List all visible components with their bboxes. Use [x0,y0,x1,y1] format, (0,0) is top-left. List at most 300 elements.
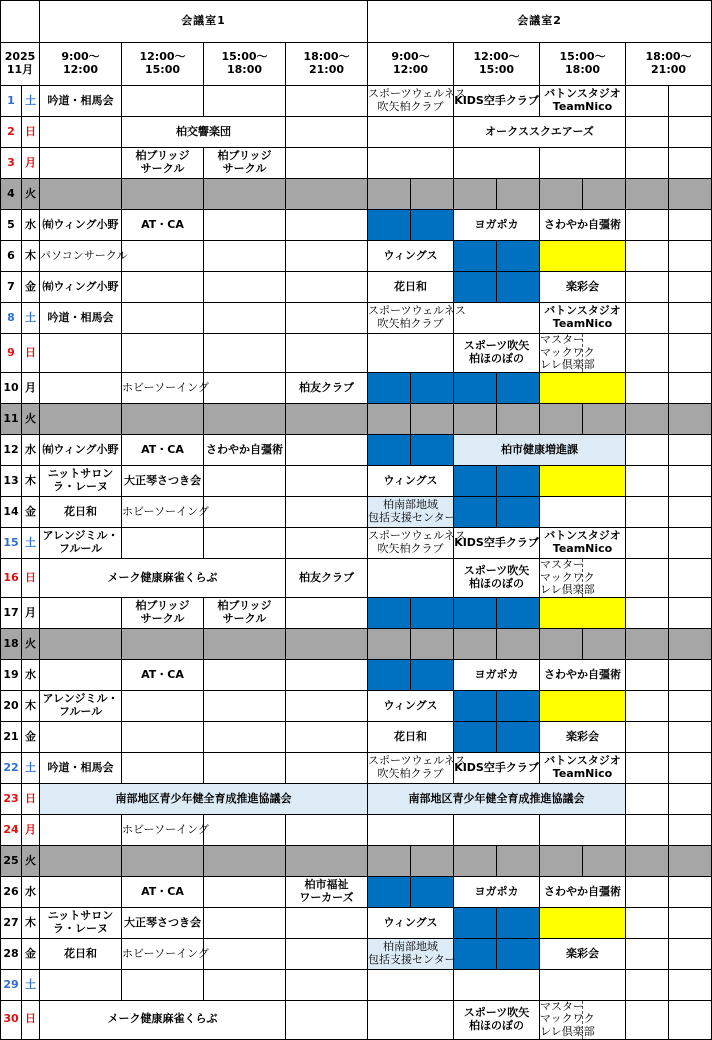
booking: さわやか自彊術 [540,876,626,907]
blue-block [411,210,454,241]
empty-slot [286,303,368,334]
empty-slot [626,241,669,272]
booking: スポーツ吹矢 柏ほのぼの [454,558,540,597]
blue-block [368,597,411,628]
empty-slot [669,597,712,628]
empty-slot [40,148,122,179]
day-row [1,272,712,303]
booking: マスター マックワク レレ倶楽部 [540,999,595,1039]
yellow-block [540,690,626,721]
day-number: 13 [1,465,22,496]
blue-block [368,210,411,241]
day-row [1,938,712,969]
empty-slot [204,86,286,117]
yellow-block [540,597,626,628]
empty-slot [626,783,669,814]
empty-slot [286,1000,368,1039]
time-slot-9: 9:00～ 12:00 [368,43,454,86]
booking: 花日和 [368,272,454,303]
empty-slot [368,969,454,1000]
booking: アレンジミル・ フルール [40,527,122,558]
booking: ㈲ウィング小野 [40,434,122,465]
closed-slot [122,628,204,659]
day-of-week: 土 [22,752,40,783]
empty-slot [540,969,626,1000]
empty-slot [669,783,712,814]
booking: 楽彩会 [540,721,626,752]
day-of-week: 月 [22,148,40,179]
day-row-closed [1,179,712,210]
day-of-week: 土 [22,969,40,1000]
empty-slot [40,334,122,373]
closed-slot [669,403,712,434]
closed-slot [583,845,626,876]
closed-slot [497,628,540,659]
day-number: 18 [1,628,22,659]
empty-slot [286,148,368,179]
empty-slot [669,434,712,465]
closed-slot [540,403,583,434]
empty-slot [626,1000,669,1039]
booking: ウィングス [368,907,454,938]
booking: ニットサロン ラ・レーヌ [40,465,122,496]
blue-block [454,597,497,628]
day-number: 20 [1,690,22,721]
empty-slot [286,659,368,690]
blue-block [411,876,454,907]
empty-slot [286,938,368,969]
blue-block [497,690,540,721]
empty-slot [669,814,712,845]
empty-slot [286,241,368,272]
empty-slot [204,241,286,272]
empty-slot [204,938,286,969]
day-row [1,434,712,465]
booking: KIDS空手クラブ [454,527,540,558]
day-number: 4 [1,179,22,210]
day-number: 26 [1,876,22,907]
empty-slot [204,814,286,845]
empty-slot [286,690,368,721]
day-of-week: 水 [22,659,40,690]
closed-slot [626,403,669,434]
day-number: 15 [1,527,22,558]
booking: KIDS空手クラブ [454,86,540,117]
closed-slot [40,628,122,659]
day-row [1,334,712,373]
empty-slot [286,814,368,845]
booking: AT・CA [122,876,204,907]
day-row [1,876,712,907]
day-row [1,241,712,272]
closed-slot [669,845,712,876]
empty-slot [669,876,712,907]
empty-slot [669,752,712,783]
closed-slot [204,628,286,659]
blue-block [454,496,497,527]
day-of-week: 日 [22,334,40,373]
booking: ヨガポカ [454,876,540,907]
closed-slot [286,845,368,876]
day-number: 2 [1,117,22,148]
booking: マスター マックワク レレ倶楽部 [540,557,595,597]
day-of-week: 土 [22,303,40,334]
closed-slot [454,628,497,659]
time-slot-12: 12:00～ 15:00 [454,43,540,86]
booking: スポーツ吹矢 柏ほのぼの [454,1000,540,1039]
booking: さわやか自彊術 [204,434,286,465]
corner-cell [1,1,40,43]
booking: スポーツ吹矢 柏ほのぼの [454,334,540,373]
empty-slot [204,272,286,303]
booking: ヨガポカ [454,659,540,690]
empty-slot [40,969,122,1000]
booking: AT・CA [122,210,204,241]
empty-slot [40,597,122,628]
day-of-week: 木 [22,690,40,721]
blue-block [454,465,497,496]
empty-slot [626,210,669,241]
closed-slot [454,179,497,210]
empty-slot [669,527,712,558]
empty-slot [122,721,204,752]
booking: 南部地区青少年健全育成推進協議会 [40,783,368,814]
closed-slot [540,628,583,659]
blue-block [497,938,540,969]
booking: オークススクエアーズ [454,117,626,148]
booking: ホビーソーイング [122,814,204,845]
empty-slot [669,86,712,117]
day-number: 27 [1,907,22,938]
empty-slot [626,876,669,907]
empty-slot [669,1000,712,1039]
blue-block [497,241,540,272]
day-of-week: 日 [22,558,40,597]
empty-slot [626,969,669,1000]
closed-slot [626,845,669,876]
empty-slot [669,303,712,334]
empty-slot [204,690,286,721]
empty-slot [626,907,669,938]
booking: KIDS空手クラブ [454,752,540,783]
empty-slot [626,527,669,558]
day-of-week: 金 [22,272,40,303]
closed-slot [583,628,626,659]
booking: 柏市健康増進課 [454,434,626,465]
month-label: 11月 [6,63,34,76]
empty-slot [669,241,712,272]
closed-slot [368,845,411,876]
blue-block [454,938,497,969]
empty-slot [626,938,669,969]
closed-slot [286,403,368,434]
blue-block [497,721,540,752]
day-number: 7 [1,272,22,303]
empty-slot [540,814,626,845]
day-of-week: 火 [22,179,40,210]
empty-slot [669,496,712,527]
blue-block [411,372,454,403]
closed-slot [368,179,411,210]
day-of-week: 月 [22,814,40,845]
day-row-closed [1,403,712,434]
day-row [1,907,712,938]
empty-slot [669,272,712,303]
day-number: 22 [1,752,22,783]
empty-slot [286,86,368,117]
empty-slot [669,690,712,721]
empty-slot [204,907,286,938]
empty-slot [368,1000,454,1039]
day-row [1,659,712,690]
blue-block [368,876,411,907]
yellow-block [540,372,626,403]
blue-block [454,907,497,938]
day-number: 1 [1,86,22,117]
booking: メーク健康麻雀くらぶ [40,558,286,597]
time-slot-18: 18:00～ 21:00 [626,43,712,86]
empty-slot [669,372,712,403]
closed-slot [497,403,540,434]
day-row [1,210,712,241]
empty-slot [286,597,368,628]
booking: ホビーソーイング [122,938,204,969]
booking: ホビーソーイング [122,496,204,527]
time-slot-15: 15:00～ 18:00 [204,43,286,86]
booking: マスター マックワク レレ倶楽部 [540,333,595,372]
empty-slot [669,117,712,148]
booking: 花日和 [40,938,122,969]
booking: ウィングス [368,241,454,272]
day-of-week: 土 [22,86,40,117]
day-row [1,465,712,496]
day-row [1,597,712,628]
closed-slot [40,845,122,876]
closed-slot [286,179,368,210]
blue-block [368,372,411,403]
closed-slot [454,403,497,434]
closed-slot [626,628,669,659]
booking: 大正琴さつき会 [122,465,204,496]
empty-slot [122,241,204,272]
day-row [1,814,712,845]
closed-slot [669,628,712,659]
empty-slot [368,814,454,845]
yellow-block [540,465,626,496]
closed-slot [40,403,122,434]
booking: さわやか自彊術 [540,210,626,241]
day-of-week: 火 [22,628,40,659]
empty-slot [626,690,669,721]
empty-slot [286,969,368,1000]
empty-slot [669,659,712,690]
empty-slot [286,527,368,558]
booking: 楽彩会 [540,272,626,303]
empty-slot [626,148,669,179]
booking: バトンスタジオ TeamNico [540,527,626,558]
booking: ㈲ウィング小野 [40,210,122,241]
empty-slot [40,659,122,690]
time-slot-9: 9:00～ 12:00 [40,43,122,86]
closed-slot [411,845,454,876]
empty-slot [626,86,669,117]
day-row [1,969,712,1000]
day-of-week: 金 [22,938,40,969]
day-row-closed [1,845,712,876]
booking: メーク健康麻雀くらぶ [40,1000,286,1039]
day-of-week: 月 [22,372,40,403]
day-row [1,303,712,334]
empty-slot [204,752,286,783]
blue-block [411,597,454,628]
empty-slot [204,303,286,334]
empty-slot [626,558,669,597]
booking: 柏交響楽団 [122,117,286,148]
empty-slot [626,272,669,303]
booking: バトンスタジオ TeamNico [540,303,626,334]
day-number: 21 [1,721,22,752]
booking: 花日和 [40,496,122,527]
day-row [1,148,712,179]
blue-block [497,465,540,496]
closed-slot [411,179,454,210]
booking: アレンジミル・ フルール [40,690,122,721]
day-row [1,752,712,783]
empty-slot [669,148,712,179]
booking: スポーツウェルネス 吹矢柏クラブ [368,86,454,117]
booking: ホビーソーイング [122,372,204,403]
day-of-week: 水 [22,876,40,907]
day-number: 8 [1,303,22,334]
booking: 花日和 [368,721,454,752]
day-row [1,117,712,148]
booking: 柏友クラブ [286,558,368,597]
empty-slot [286,752,368,783]
empty-slot [122,690,204,721]
closed-slot [454,845,497,876]
booking: 吟道・相馬会 [40,86,122,117]
day-of-week: 木 [22,907,40,938]
closed-slot [368,628,411,659]
day-row [1,721,712,752]
booking: 柏ブリッジ サークル [122,148,204,179]
closed-slot [122,403,204,434]
empty-slot [204,334,286,373]
day-row [1,783,712,814]
empty-slot [368,558,454,597]
empty-slot [626,597,669,628]
closed-slot [204,179,286,210]
booking: ニットサロン ラ・レーヌ [40,907,122,938]
day-of-week: 金 [22,496,40,527]
day-number: 14 [1,496,22,527]
blue-block [368,659,411,690]
day-row [1,527,712,558]
day-number: 6 [1,241,22,272]
empty-slot [626,303,669,334]
empty-slot [368,334,454,373]
empty-slot [454,814,540,845]
day-number: 9 [1,334,22,373]
booking: 柏南部地域 包括支援センター [368,496,454,527]
booking: さわやか自彊術 [540,659,626,690]
empty-slot [122,334,204,373]
day-number: 28 [1,938,22,969]
day-number: 17 [1,597,22,628]
empty-slot [626,334,669,373]
empty-slot [204,969,286,1000]
empty-slot [669,969,712,1000]
blue-block [454,721,497,752]
day-number: 19 [1,659,22,690]
empty-slot [626,434,669,465]
time-slot-12: 12:00～ 15:00 [122,43,204,86]
empty-slot [669,558,712,597]
day-row [1,372,712,403]
closed-slot [583,403,626,434]
empty-slot [40,117,122,148]
empty-slot [40,721,122,752]
room1-title: 会議室1 [40,1,368,43]
closed-slot [40,179,122,210]
empty-slot [204,527,286,558]
booking: パソコンサークル [40,241,122,272]
empty-slot [626,496,669,527]
empty-slot [204,465,286,496]
day-number: 29 [1,969,22,1000]
empty-slot [540,496,626,527]
blue-block [497,372,540,403]
empty-slot [454,148,540,179]
booking: 柏市福祉 ワーカーズ [286,876,368,907]
empty-slot [626,814,669,845]
closed-slot [583,179,626,210]
yellow-block [540,907,626,938]
booking: 吟道・相馬会 [40,752,122,783]
closed-slot [540,179,583,210]
closed-slot [204,403,286,434]
empty-slot [286,272,368,303]
empty-slot [368,117,454,148]
day-row [1,1000,712,1039]
empty-slot [626,721,669,752]
booking: 吟道・相馬会 [40,303,122,334]
empty-slot [122,303,204,334]
booking: 柏ブリッジ サークル [122,597,204,628]
day-of-week: 火 [22,845,40,876]
empty-slot [122,527,204,558]
day-of-week: 日 [22,783,40,814]
closed-slot [122,179,204,210]
booking: 楽彩会 [540,938,626,969]
room2-title: 会議室2 [368,1,712,43]
booking: スポーツウェルネス 吹矢柏クラブ [368,752,454,783]
time-slot-18: 18:00～ 21:00 [286,43,368,86]
day-of-week: 木 [22,241,40,272]
booking: ㈲ウィング小野 [40,272,122,303]
booking: ウィングス [368,465,454,496]
blue-block [368,434,411,465]
day-number: 5 [1,210,22,241]
booking: ウィングス [368,690,454,721]
year-label: 2025 [4,50,36,64]
empty-slot [122,86,204,117]
empty-slot [204,721,286,752]
empty-slot [204,876,286,907]
closed-slot [540,845,583,876]
empty-slot [122,752,204,783]
day-of-week: 水 [22,434,40,465]
